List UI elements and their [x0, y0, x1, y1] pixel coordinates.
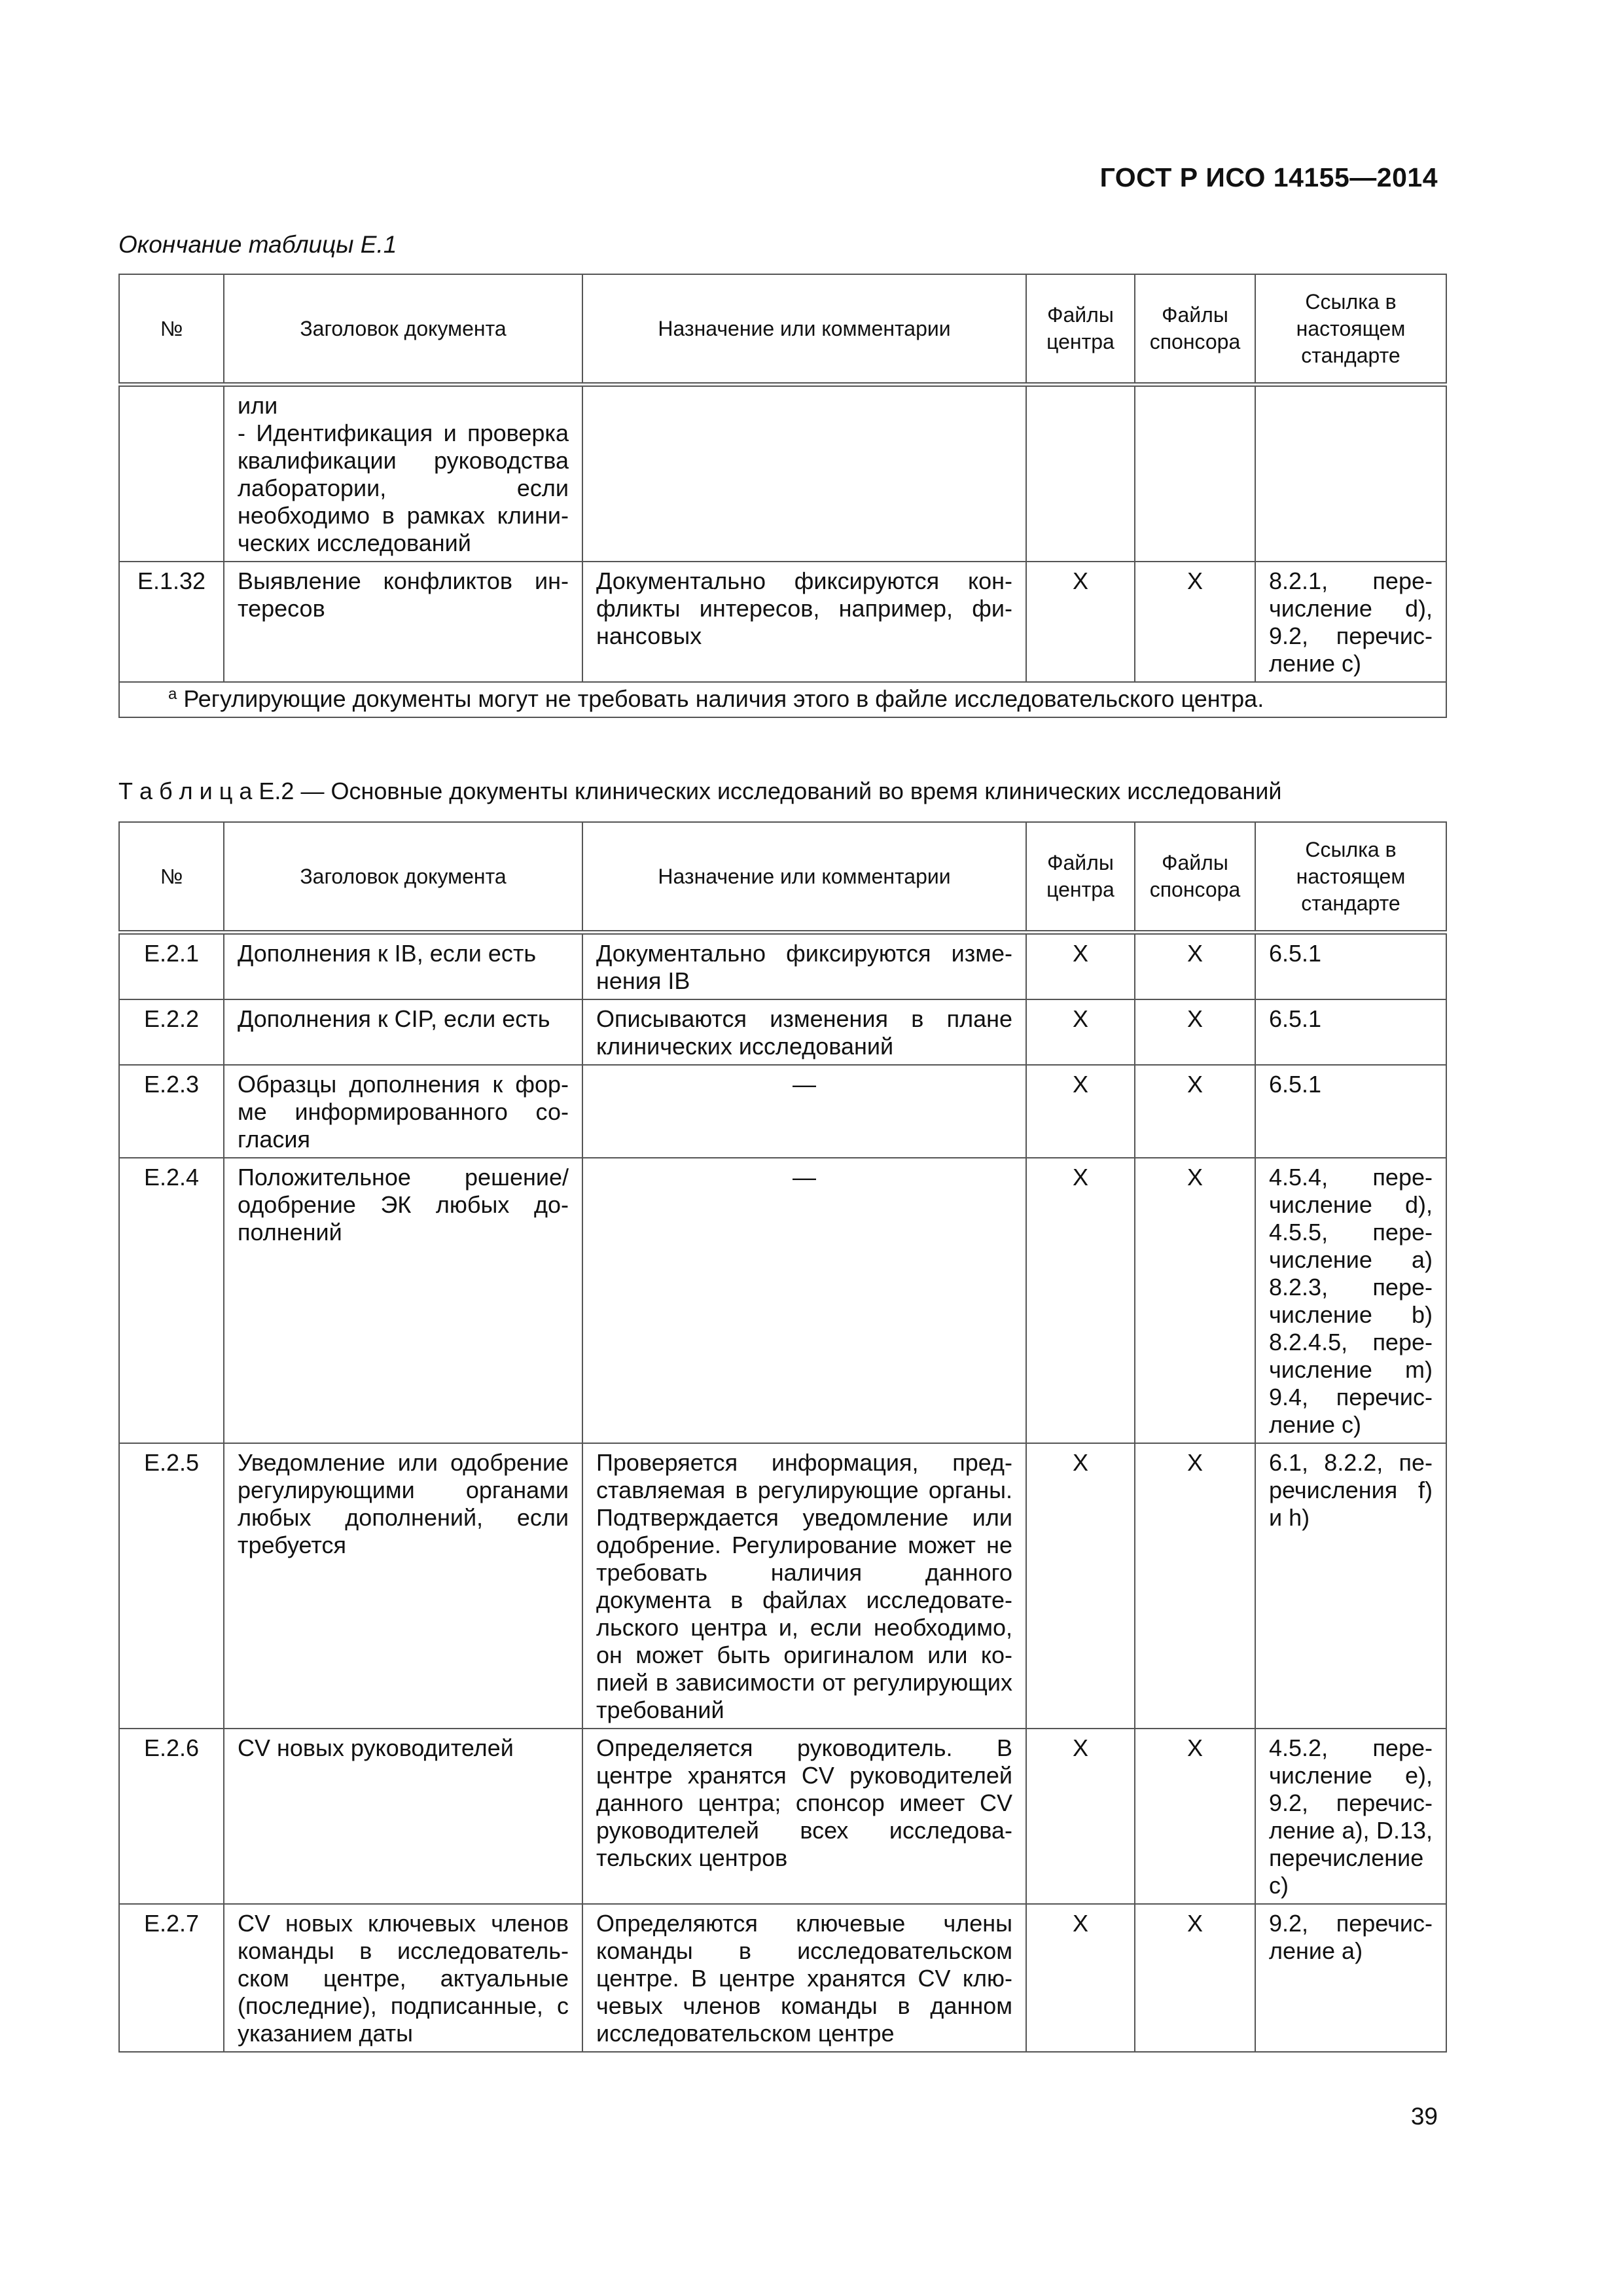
cell-number: Е.2.5 — [119, 1443, 224, 1729]
col-header-no: № — [119, 274, 224, 385]
footnote-mark: a — [168, 685, 177, 703]
table-header-row — [119, 822, 1446, 933]
table-footnote-row — [119, 682, 1446, 717]
table-row — [119, 385, 1446, 562]
cell-number: Е.2.1 — [119, 933, 224, 1000]
cell-reference: 8.2.1, перечисление d), 9.2, перечисление с) — [1255, 562, 1446, 682]
cell-purpose: Определяется руководитель. В центре хранятся CV руководителей данного центра; спонсор имеет CV руководителей всех исследовательских центров — [582, 1729, 1026, 1904]
cell-document-title: Дополнения к IB, если есть — [224, 933, 582, 1000]
cell-document-title: или - Идентификация и проверка квалификации руководства лаборатории, если необходимо в рамках клинических исследований — [224, 385, 582, 562]
cell-reference: 6.1, 8.2.2, перечисления f) и h) — [1255, 1443, 1446, 1729]
document-header: ГОСТ Р ИСО 14155—2014 — [1099, 162, 1438, 192]
table-header-row — [119, 274, 1446, 385]
cell-number: Е.2.6 — [119, 1729, 224, 1904]
cell-site-files: X — [1026, 562, 1135, 682]
cell-number: Е.2.2 — [119, 999, 224, 1065]
table-row — [119, 1158, 1446, 1443]
cell-sponsor-files: X — [1135, 562, 1255, 682]
col-header-no: № — [119, 822, 224, 933]
cell-number: Е.1.32 — [119, 562, 224, 682]
cell-purpose — [582, 385, 1026, 562]
table-row — [119, 1443, 1446, 1729]
cell-site-files: X — [1026, 999, 1135, 1065]
cell-sponsor-files — [1135, 385, 1255, 562]
cell-number: Е.2.3 — [119, 1065, 224, 1158]
cell-sponsor-files: X — [1135, 1065, 1255, 1158]
cell-site-files: X — [1026, 1065, 1135, 1158]
cell-site-files — [1026, 385, 1135, 562]
cell-purpose: Описываются изменения в плане клинических исследований — [582, 999, 1026, 1065]
cell-number: Е.2.4 — [119, 1158, 224, 1443]
col-header-sponsor-files: Файлы спонсора — [1135, 274, 1255, 385]
cell-reference: 4.5.4, перечисление d), 4.5.5, перечисление а) 8.2.3, перечисление b) 8.2.4.5, перечисление m) 9.4, перечисление с) — [1255, 1158, 1446, 1443]
cell-sponsor-files: X — [1135, 1729, 1255, 1904]
cell-document-title: Выявление конфликтов интересов — [224, 562, 582, 682]
cell-reference: 4.5.2, перечисление е), 9.2, перечисление а), D.13, перечисление с) — [1255, 1729, 1446, 1904]
cell-document-title: Дополнения к CIP, если есть — [224, 999, 582, 1065]
cell-purpose: Документально фиксируются конфликты интересов, например, финансовых — [582, 562, 1026, 682]
cell-reference: 6.5.1 — [1255, 1065, 1446, 1158]
col-header-reference: Ссылка в настоящем стандарте — [1255, 274, 1446, 385]
table-continuation-caption: Окончание таблицы Е.1 — [118, 231, 397, 258]
cell-site-files: X — [1026, 1729, 1135, 1904]
cell-purpose: Проверяется информация, представляемая в регулирующие органы. Подтверждается уведомление или одобрение. Регулирование может не требовать наличия данного документа в файлах исследовательского центра и, если необходимо, он может быть оригиналом или копией в зависимости от регулирующих требований — [582, 1443, 1026, 1729]
col-header-sponsor-files: Файлы спонсора — [1135, 822, 1255, 933]
cell-sponsor-files: X — [1135, 933, 1255, 1000]
table-row — [119, 933, 1446, 1000]
cell-number: Е.2.7 — [119, 1904, 224, 2052]
cell-document-title: Уведомление или одобрение регулирующими органами любых дополнений, если требуется — [224, 1443, 582, 1729]
table-e2-caption: Т а б л и ц а Е.2 — Основные документы клинических исследований во время клинических исследований — [118, 778, 1282, 804]
cell-document-title: CV новых руководителей — [224, 1729, 582, 1904]
cell-purpose: — — [582, 1158, 1026, 1443]
col-header-reference: Ссылка в настоящем стандарте — [1255, 822, 1446, 933]
table-e2 — [118, 821, 1447, 2053]
cell-reference: 9.2, перечисление а) — [1255, 1904, 1446, 2052]
cell-site-files: X — [1026, 1904, 1135, 2052]
table-footnote — [119, 682, 1446, 717]
cell-sponsor-files: X — [1135, 1158, 1255, 1443]
col-header-title: Заголовок документа — [224, 822, 582, 933]
cell-number — [119, 385, 224, 562]
table-row — [119, 1065, 1446, 1158]
cell-reference: 6.5.1 — [1255, 933, 1446, 1000]
table-e1-end — [118, 274, 1447, 718]
cell-sponsor-files: X — [1135, 999, 1255, 1065]
table-row — [119, 1729, 1446, 1904]
cell-purpose: Определяются ключевые члены команды в исследовательском центре. В центре хранятся CV ключевых членов команды в данном исследовательском центре — [582, 1904, 1026, 2052]
col-header-site-files: Файлы центра — [1026, 274, 1135, 385]
cell-document-title: Образцы дополнения к форме информированного согласия — [224, 1065, 582, 1158]
cell-sponsor-files: X — [1135, 1443, 1255, 1729]
cell-document-title: Положительное решение/ одобрение ЭК любых дополнений — [224, 1158, 582, 1443]
col-header-purpose: Назначение или комментарии — [582, 822, 1026, 933]
col-header-purpose: Назначение или комментарии — [582, 274, 1026, 385]
cell-purpose: — — [582, 1065, 1026, 1158]
cell-document-title: CV новых ключевых членов команды в исследовательском центре, актуальные (последние), подписанные, с указанием даты — [224, 1904, 582, 2052]
page-number: 39 — [1410, 2103, 1438, 2130]
cell-purpose: Документально фиксируются изменения IB — [582, 933, 1026, 1000]
col-header-site-files: Файлы центра — [1026, 822, 1135, 933]
footnote-text: Регулирующие документы могут не требовать наличия этого в файле исследовательского центра. — [183, 685, 1264, 712]
col-header-title: Заголовок документа — [224, 274, 582, 385]
cell-site-files: X — [1026, 933, 1135, 1000]
table-row — [119, 1904, 1446, 2052]
cell-site-files: X — [1026, 1443, 1135, 1729]
cell-reference — [1255, 385, 1446, 562]
cell-sponsor-files: X — [1135, 1904, 1255, 2052]
table-row — [119, 999, 1446, 1065]
table-row — [119, 562, 1446, 682]
cell-site-files: X — [1026, 1158, 1135, 1443]
cell-reference: 6.5.1 — [1255, 999, 1446, 1065]
